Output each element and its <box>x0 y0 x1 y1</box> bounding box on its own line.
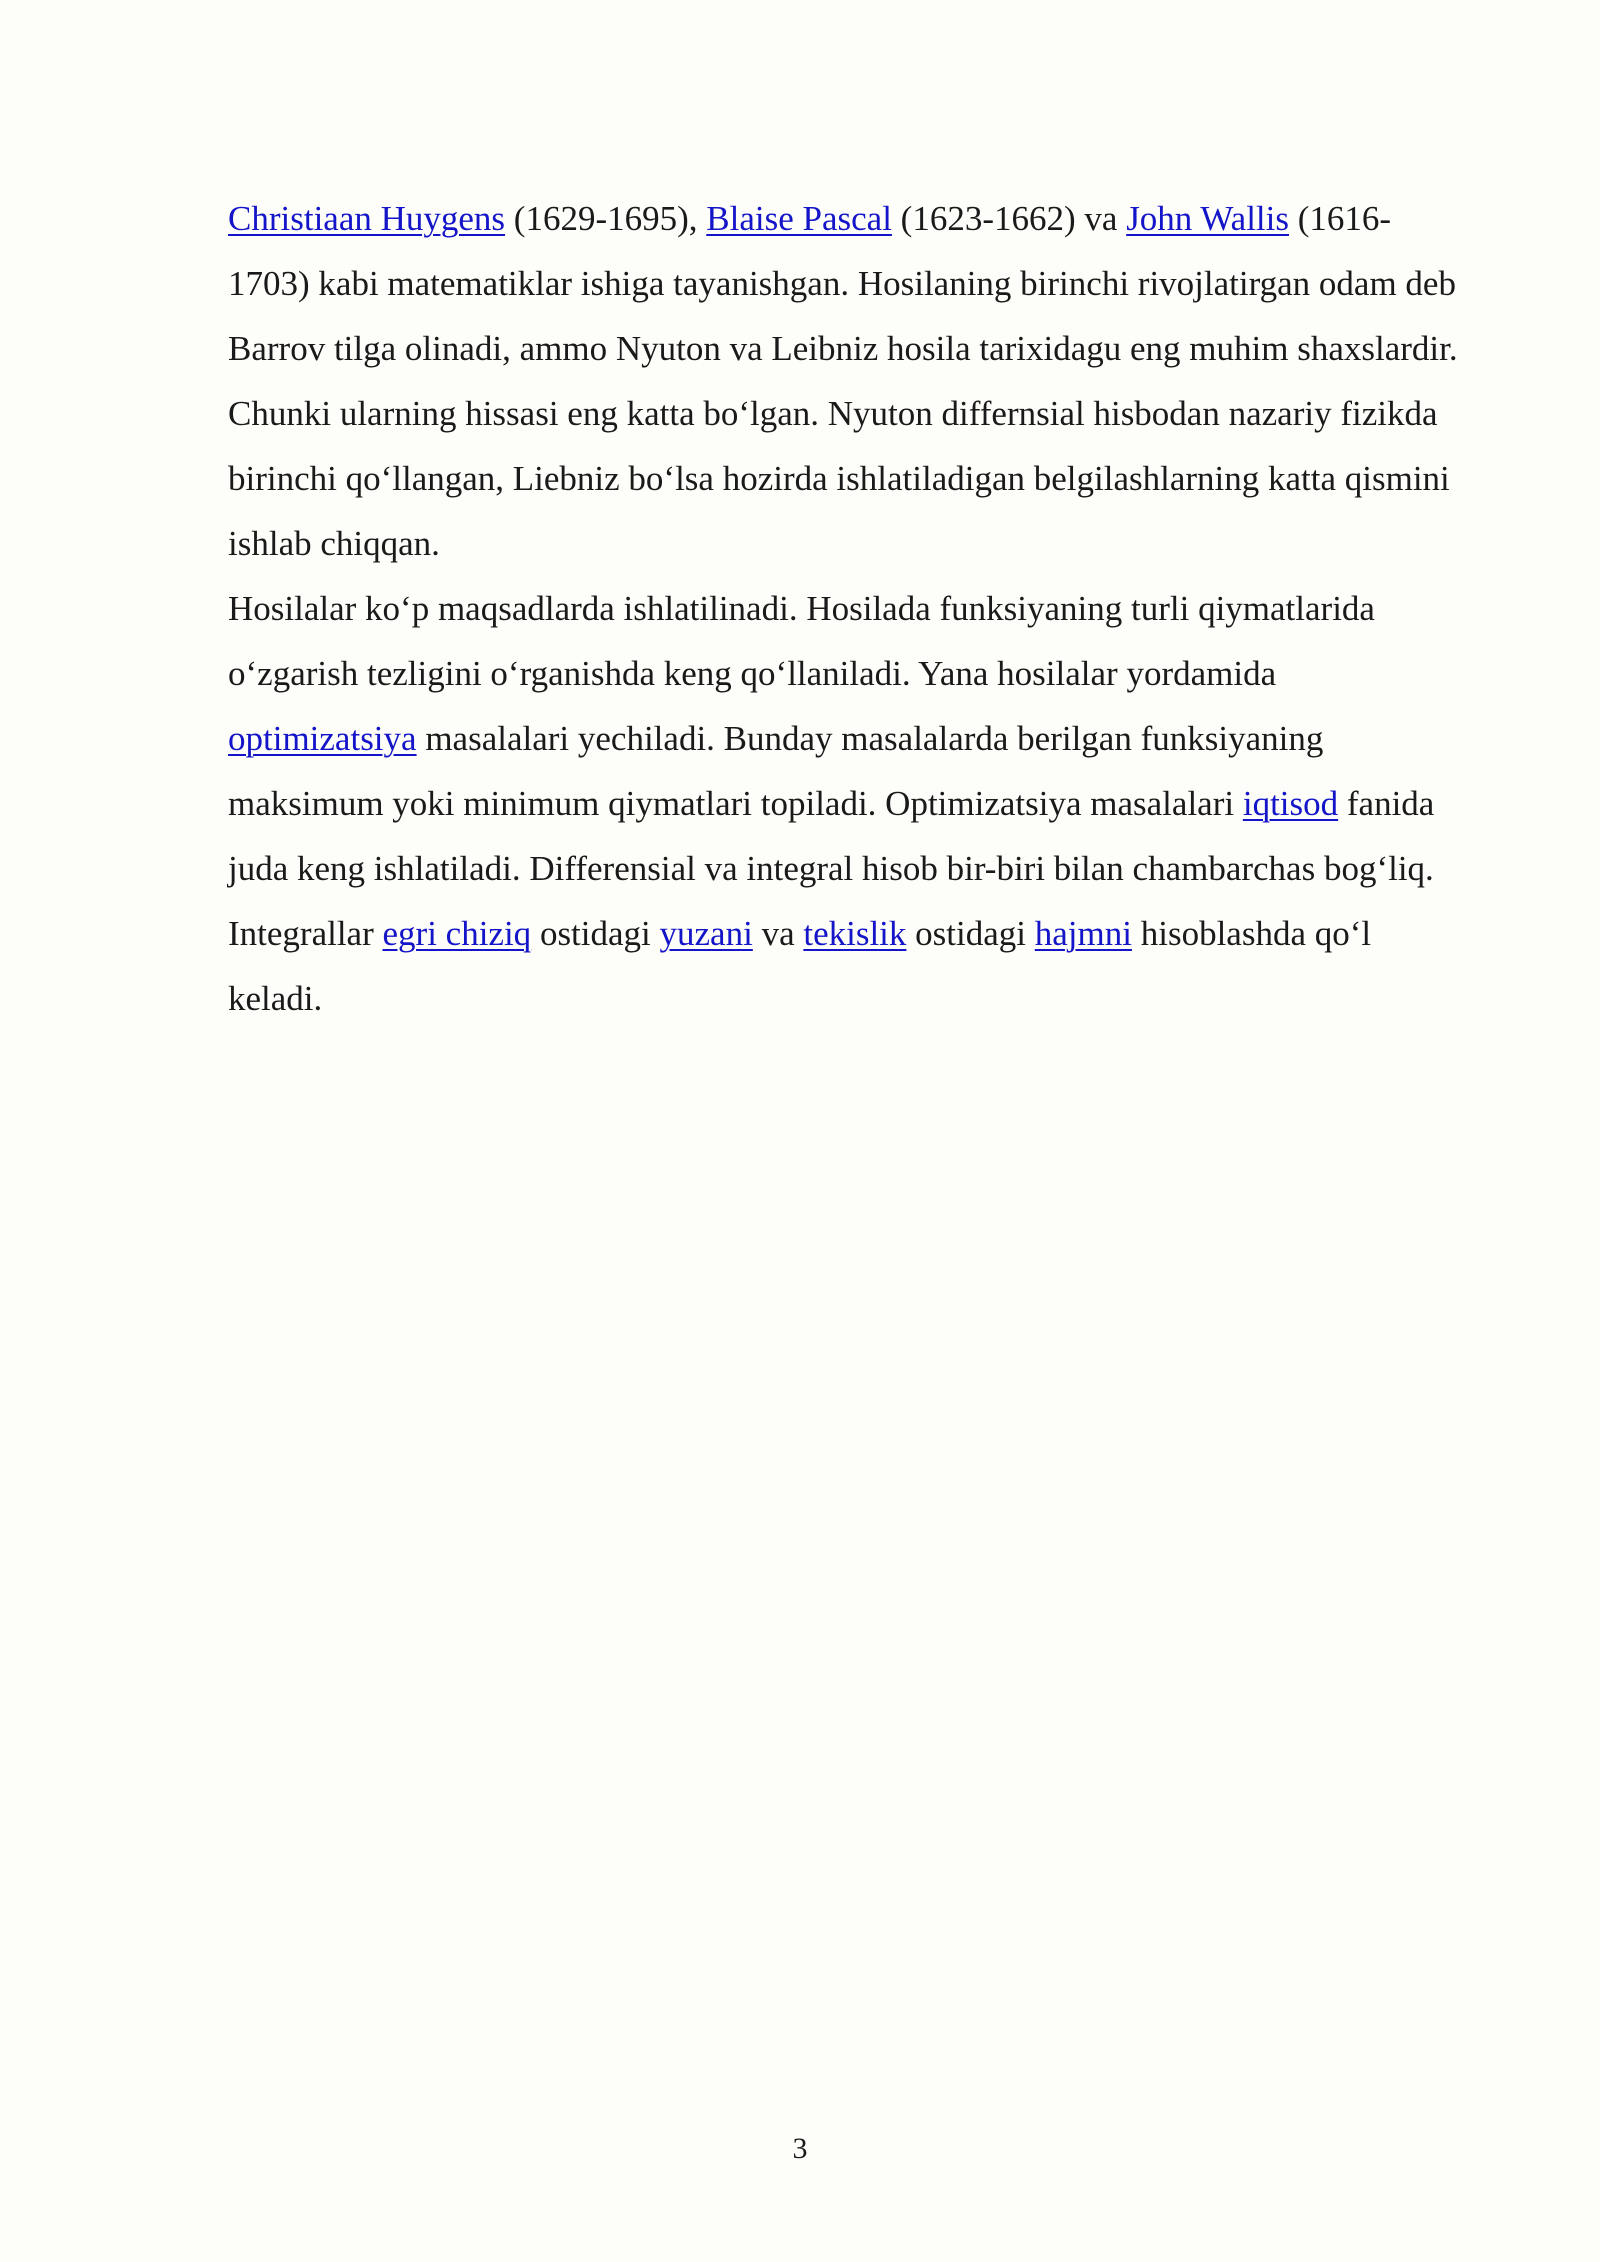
paragraph-text: hisoblashda qo‘l keladi. <box>228 914 1372 1018</box>
link-optimizatsiya[interactable]: optimizatsiya <box>228 719 417 758</box>
paragraph-text: fanida juda keng ishlatiladi. Differensial va integral hisob bir-biri bilan chambarchas bog‘liq. <box>228 784 1435 888</box>
paragraph-text: Hosilalar ko‘p maqsadlarda ishlatilinadi. Hosilada funksiyaning turli qiymatlarida o‘zgarish tezligini o‘rganishda keng qo‘llaniladi. Yana hosilalar yordamida <box>228 589 1375 693</box>
paragraph-text: (1623-1662) va <box>891 199 1127 238</box>
paragraph-text: va <box>752 914 804 953</box>
paragraph-history <box>228 186 1468 576</box>
link-yuzani[interactable]: yuzani <box>659 914 753 953</box>
paragraph-applications <box>228 576 1468 901</box>
paragraph-text: (1616-1703) kabi matematiklar ishiga tayanishgan. Hosilaning birinchi rivojlatirgan odam deb Barrov tilga olinadi, ammo Nyuton va Leibniz hosila tarixidagu eng muhim shaxslardir. Chunki ularning hissasi eng katta bo‘lgan. Nyuton differnsial hisbodan nazariy fizikda birinchi qo‘llangan, Liebniz bo‘lsa hozirda ishlatiladigan belgilashlarning katta qismini ishlab chiqqan. <box>228 199 1458 563</box>
link-christiaan-huygens[interactable]: Christiaan Huygens <box>228 199 506 238</box>
link-john-wallis[interactable]: John Wallis <box>1126 199 1289 238</box>
link-hajmni[interactable]: hajmni <box>1034 914 1132 953</box>
paragraph-integrals <box>228 901 1468 1031</box>
paragraph-text: ostidagi <box>531 914 660 953</box>
paragraph-text: (1629-1695), <box>505 199 707 238</box>
paragraph-text: ostidagi <box>906 914 1035 953</box>
page-body <box>228 186 1468 1031</box>
page-number: 3 <box>792 2132 808 2165</box>
link-blaise-pascal[interactable]: Blaise Pascal <box>706 199 892 238</box>
link-iqtisod[interactable]: iqtisod <box>1242 784 1339 823</box>
paragraph-text: Integrallar <box>228 914 383 953</box>
link-egri-chiziq[interactable]: egri chiziq <box>382 914 532 953</box>
link-tekislik[interactable]: tekislik <box>803 914 907 953</box>
paragraph-text: masalalari yechiladi. Bunday masalalarda berilgan funksiyaning maksimum yoki minimum qiymatlari topiladi. Optimizatsiya masalalari <box>228 719 1324 823</box>
